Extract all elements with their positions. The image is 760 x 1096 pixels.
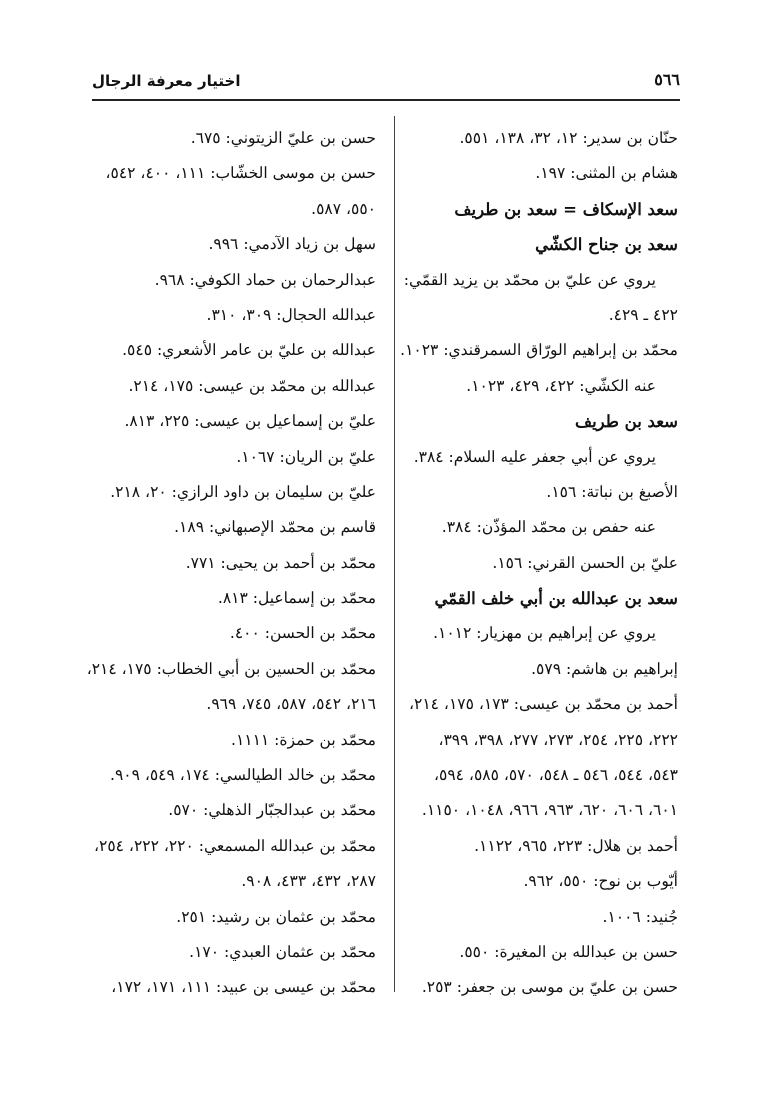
index-entry: محمّد بن حمزة: ١١١١.	[231, 730, 376, 749]
index-entry: الأصبغ بن نباتة: ١٥٦.	[546, 482, 678, 501]
index-entry: عبدالله الحجال: ٣٠٩، ٣١٠.	[206, 305, 376, 324]
page-number: ٥٦٦	[654, 70, 680, 89]
column-divider	[394, 116, 395, 992]
index-entry: عليّ بن سليمان بن داود الرازي: ٢٠، ٢١٨.	[110, 482, 376, 501]
index-entry: محمّد بن إسماعيل: ٨١٣.	[217, 589, 376, 608]
section-heading: سعد بن عبدالله بن أبي خلف القمّي	[434, 589, 678, 609]
index-entry: يروي عن إبراهيم بن مهزيار: ١٠١٢.	[433, 624, 656, 643]
right-column	[402, 121, 678, 1006]
index-entry: حسن بن عليّ الزيتوني: ٦٧٥.	[190, 129, 376, 147]
index-entry: عليّ بن الريان: ١٠٦٧.	[236, 447, 376, 466]
index-entry: حنّان بن سدير: ١٢، ٣٢، ١٣٨، ٥٥١.	[459, 129, 678, 147]
index-entry: محمّد بن الحسن: ٤٠٠.	[229, 624, 376, 643]
index-entry: أيّوب بن نوح: ٥٥٠، ٩٦٢.	[523, 872, 678, 891]
index-entry: ٦٠١، ٦٠٦، ٦٢٠، ٩٦٣، ٩٦٦، ١٠٤٨، ١١٥٠.	[421, 801, 678, 820]
index-entry: محمّد بن أحمد بن يحيى: ٧٧١.	[185, 553, 376, 572]
index-entry: ٤٢٢ ـ ٤٢٩.	[608, 305, 678, 324]
index-entry: محمّد بن عبدالله المسمعي: ٢٢٠، ٢٢٢، ٢٥٤،	[94, 836, 376, 855]
index-entry: عليّ بن إسماعيل بن عيسى: ٢٢٥، ٨١٣.	[124, 412, 376, 431]
index-entry: أحمد بن محمّد بن عيسى: ١٧٣، ١٧٥، ٢١٤،	[409, 695, 678, 714]
index-entry: عنه حفص بن محمّد المؤذّن: ٣٨٤.	[441, 518, 656, 537]
index-entry: عنه الكشّي: ٤٢٢، ٤٢٩، ١٠٢٣.	[466, 376, 656, 395]
index-entry: قاسم بن محمّد الإصبهاني: ١٨٩.	[174, 518, 376, 537]
index-entry: سهل بن زياد الآدمي: ٩٩٦.	[208, 235, 376, 254]
index-entry: حسن بن عليّ بن موسى بن جعفر: ٢٥٣.	[421, 978, 678, 997]
index-entry: أحمد بن هلال: ٢٢٣، ٩٦٥، ١١٢٢.	[474, 836, 678, 855]
index-entry: عبدالرحمان بن حماد الكوفي: ٩٦٨.	[154, 270, 376, 289]
section-heading: سعد بن جناح الكشّي	[535, 235, 678, 255]
left-column	[86, 121, 376, 1006]
header-rule	[92, 99, 680, 101]
section-heading: سعد بن طريف	[575, 412, 678, 432]
index-entry: هشام بن المثنى: ١٩٧.	[535, 164, 678, 183]
index-entry: يروي عن عليّ بن محمّد بن يزيد القمّي:	[403, 270, 656, 289]
index-entry: محمّد بن عيسى بن عبيد: ١١١، ١٧١، ١٧٢،	[111, 978, 376, 997]
index-entry: إبراهيم بن هاشم: ٥٧٩.	[531, 659, 678, 678]
index-entry: محمّد بن خالد الطيالسي: ١٧٤، ٥٤٩، ٩٠٩.	[110, 766, 376, 785]
index-entry: محمّد بن عثمان العبدي: ١٧٠.	[189, 942, 376, 961]
index-entry: محمّد بن الحسين بن أبي الخطاب: ١٧٥، ٢١٤،	[86, 659, 376, 678]
index-entry: محمّد بن عبدالجبّار الذهلي: ٥٧٠.	[168, 801, 376, 820]
index-entry: حسن بن عبدالله بن المغيرة: ٥٥٠.	[459, 942, 678, 961]
section-heading: سعد الإسكاف = سعد بن طريف	[454, 199, 678, 219]
index-entry: ٢١٦، ٥٤٢، ٥٨٧، ٧٤٥، ٩٦٩.	[206, 695, 376, 714]
index-entry: ٢٢٢، ٢٢٥، ٢٥٤، ٢٧٣، ٢٧٧، ٣٩٨، ٣٩٩،	[438, 730, 678, 749]
index-entry: محمّد بن إبراهيم الورّاق السمرقندي: ١٠٢٣.	[400, 341, 678, 360]
running-header	[92, 66, 680, 98]
book-title: اختيار معرفة الرجال	[92, 72, 241, 90]
index-entry: ٥٤٣، ٥٤٤، ٥٤٦ ـ ٥٤٨، ٥٧٠، ٥٨٥، ٥٩٤،	[434, 766, 678, 785]
index-entry: عبدالله بن عليّ بن عامر الأشعري: ٥٤٥.	[122, 341, 376, 360]
index-entry: جُنيد: ١٠٠٦.	[602, 907, 678, 926]
index-entry: ٢٨٧، ٤٣٢، ٤٣٣، ٩٠٨.	[241, 872, 376, 891]
index-entry: عبدالله بن محمّد بن عيسى: ١٧٥، ٢١٤.	[128, 376, 376, 395]
index-entry: ٥٥٠، ٥٨٧.	[311, 199, 376, 218]
index-entry: عليّ بن الحسن القرني: ١٥٦.	[492, 553, 678, 572]
index-entry: يروي عن أبي جعفر عليه السلام: ٣٨٤.	[413, 447, 656, 466]
index-entry: محمّد بن عثمان بن رشيد: ٢٥١.	[176, 907, 376, 926]
index-entry: حسن بن موسى الخشّاب: ١١١، ٤٠٠، ٥٤٢،	[105, 164, 376, 183]
